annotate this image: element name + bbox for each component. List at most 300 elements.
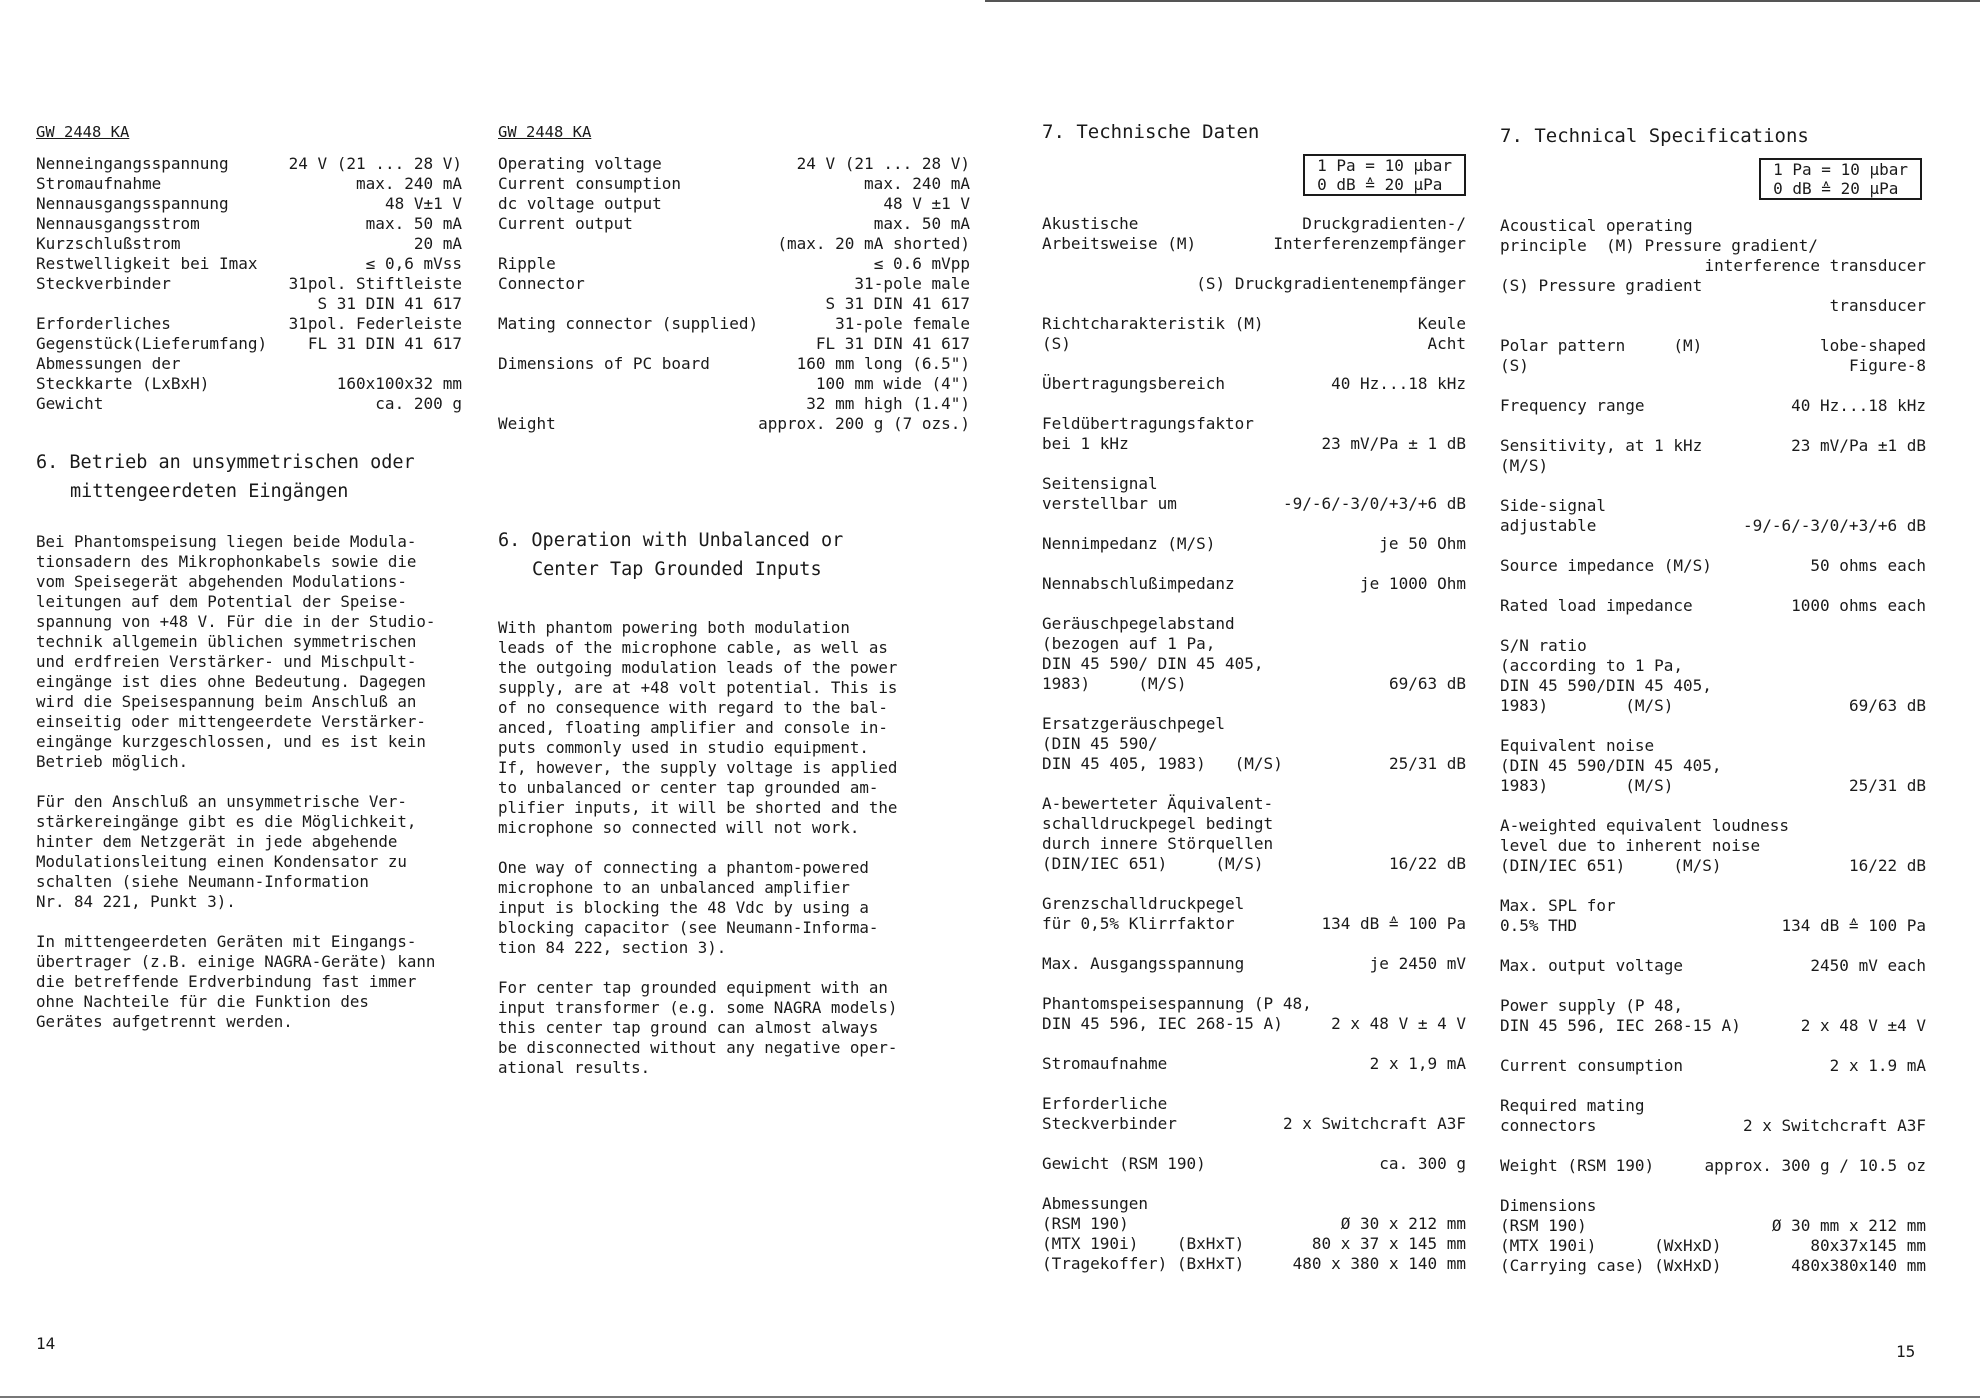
spec-line: [1042, 814, 1466, 834]
spec-line-value: -9/-6/-3/0/+3/+6 dB: [1282, 494, 1466, 513]
spec-label: Current output: [498, 214, 633, 233]
col4-box-line2: 0 dB ≙ 20 µPa: [1773, 179, 1899, 198]
spec-line-value: 1000 ohms each: [1791, 596, 1926, 615]
spec-line-value: lobe-shaped: [1820, 336, 1926, 355]
col3-box-line1: 1 Pa = 10 µbar: [1317, 156, 1452, 175]
spec-item: [1500, 556, 1926, 576]
spec-label: dc voltage output: [498, 194, 662, 213]
col2-section-line1: 6. Operation with Unbalanced or: [498, 530, 844, 551]
spec-value: FL 31 DIN 41 617: [815, 334, 971, 353]
spec-item: [1500, 956, 1926, 976]
spec-line-value: 80x37x145 mm: [1810, 1236, 1926, 1255]
spec-line: [1042, 314, 1466, 334]
spec-value: max. 240 mA: [864, 174, 971, 193]
spec-line-label: connectors: [1500, 1116, 1597, 1135]
spec-line-label: DIN 45 596, IEC 268-15 A): [1042, 1014, 1283, 1033]
spec-value: S 31 DIN 41 617: [825, 294, 971, 313]
spec-line-label: Dimensions: [1500, 1196, 1597, 1215]
spec-label: Kurzschlußstrom: [36, 234, 181, 253]
spec-line: [1500, 1096, 1926, 1116]
spec-line: [1042, 914, 1466, 934]
spec-line: [1042, 494, 1466, 514]
spec-line-label: Phantomspeisespannung (P 48,: [1042, 994, 1312, 1013]
spec-line-value: 25/31 dB: [1388, 754, 1466, 773]
spec-line-value: 40 Hz...18 kHz: [1331, 374, 1466, 393]
spec-line-label: (according to 1 Pa,: [1500, 656, 1684, 675]
paragraph: Bei Phantomspeisung liegen beide Modula- tionsadern des Mikrophonkabels sowie die vom Speisegerät abgehenden Modulations- leitungen auf dem Potential der Speise- spannung von +48 V. Für die in der Studio- technik allgemein üblichen symmetrischen und erdfreien Verstärker- und Mischpult- eingänge ist dies ohne Bedeutung. Dagegen wird die Speisespannung beim Anschluß an einseitig oder mittengeerdete Verstärker- eingänge kurzgeschlossen, und es ist kein Betrieb möglich.: [36, 532, 436, 771]
spec-item: [1500, 1196, 1926, 1276]
spec-value: ca. 200 g: [375, 394, 462, 413]
spec-line: [1042, 234, 1466, 254]
spec-line: [1500, 696, 1926, 716]
spec-line: [1500, 276, 1926, 296]
col4-box-line1: 1 Pa = 10 µbar: [1773, 160, 1908, 179]
spec-item: [1500, 336, 1926, 376]
spec-label: [498, 334, 758, 354]
spec-line-label: Steckverbinder: [1042, 1114, 1177, 1133]
spec-line-value: 2 x Switchcraft A3F: [1282, 1114, 1466, 1133]
spec-line-label: principle (M) Pressure gradient/: [1500, 236, 1818, 255]
spec-line-label: Acoustical operating: [1500, 216, 1693, 235]
spec-label: Steckkarte (LxBxH): [36, 374, 210, 393]
spec-item: [1042, 954, 1466, 974]
spec-line: [1500, 896, 1926, 916]
spec-line-label: Grenzschalldruckpegel: [1042, 894, 1245, 913]
spec-line: [1042, 1014, 1466, 1034]
spec-item: [1500, 1096, 1926, 1136]
spec-row: [498, 314, 970, 334]
spec-line: [1042, 214, 1466, 234]
spec-row: [36, 234, 462, 254]
spec-item: [1500, 596, 1926, 616]
spec-line-value: 80 x 37 x 145 mm: [1311, 1234, 1466, 1253]
spec-label: Stromaufnahme: [36, 174, 162, 193]
spec-line: [1500, 656, 1926, 676]
spec-line-label: 1983) (M/S): [1042, 674, 1187, 693]
spec-line-label: Max. Ausgangsspannung: [1042, 954, 1245, 973]
col2-spec-table: [498, 154, 970, 434]
spec-label: Steckverbinder: [36, 274, 171, 293]
spec-line-label: Max. output voltage: [1500, 956, 1684, 975]
spec-line: [1042, 1094, 1466, 1114]
spec-line: [1500, 996, 1926, 1016]
spec-line-value: transducer: [1829, 296, 1926, 315]
spec-label: Weight: [498, 414, 556, 433]
spec-line: [1042, 1214, 1466, 1234]
spec-line-label: Akustische: [1042, 214, 1139, 233]
spec-line-label: Abmessungen: [1042, 1194, 1148, 1213]
spec-item: [1042, 214, 1466, 254]
spec-value: max. 50 mA: [365, 214, 462, 233]
right-page-column-german: [1042, 122, 1466, 1294]
spec-line-label: S/N ratio: [1500, 636, 1587, 655]
spec-line: [1500, 1016, 1926, 1036]
col3-heading: 7. Technische Daten: [1042, 121, 1260, 143]
spec-line: [1500, 596, 1926, 616]
spec-label: Gegenstück(Lieferumfang): [36, 334, 268, 353]
spec-row: [498, 334, 970, 354]
spec-row: [36, 154, 462, 174]
spec-line-label: Nennabschlußimpedanz: [1042, 574, 1235, 593]
spec-label: Nennausgangsspannung: [36, 194, 229, 213]
spec-line-value: 69/63 dB: [1848, 696, 1926, 715]
spec-value: max. 240 mA: [356, 174, 462, 193]
spec-line-label: Sensitivity, at 1 kHz: [1500, 436, 1703, 455]
spec-item: [1042, 714, 1466, 774]
spec-item: [1042, 474, 1466, 514]
spec-row: [36, 254, 462, 274]
spec-label: Dimensions of PC board: [498, 354, 710, 373]
spec-value: [279, 354, 462, 374]
spec-line: [1042, 414, 1466, 434]
spec-line-value: 23 mV/Pa ± 1 dB: [1321, 434, 1466, 453]
spec-line-label: durch innere Störquellen: [1042, 834, 1274, 853]
spec-line-value: 50 ohms each: [1810, 556, 1926, 575]
spec-line: [1042, 834, 1466, 854]
top-rule: [985, 0, 1980, 2]
spec-line-value: 134 dB ≙ 100 Pa: [1781, 916, 1926, 935]
spec-line-label: (DIN 45 590/: [1042, 734, 1158, 753]
paragraph: Für den Anschluß an unsymmetrische Ver- stärkereingänge gibt es die Möglichkeit, hinter dem Netzgerät in jede abgehende Modulationsleitung einen Kondensator zu schalten (siehe Neumann-Information Nr. 84 221, Punkt 3).: [36, 792, 417, 911]
spec-line-value: 134 dB ≙ 100 Pa: [1321, 914, 1466, 933]
spec-row: [498, 214, 970, 234]
col1-section-line2: mittengeerdeten Eingängen: [70, 481, 349, 502]
spec-line-label: Feldübertragungsfaktor: [1042, 414, 1254, 433]
spec-line-label: (S): [1042, 334, 1071, 353]
col3-box-line2: 0 dB ≙ 20 µPa: [1317, 175, 1443, 194]
spec-row: [36, 394, 462, 414]
spec-line-label: Required mating: [1500, 1096, 1645, 1115]
spec-line-label: Source impedance (M/S): [1500, 556, 1712, 575]
spec-item: [1042, 794, 1466, 874]
left-page-column-german: [36, 122, 462, 1052]
col2-paragraphs: [498, 618, 922, 1078]
spec-line: [1042, 654, 1466, 674]
spec-item: [1042, 574, 1466, 594]
spec-value: 48 V ±1 V: [883, 194, 971, 213]
spec-line: [1500, 636, 1926, 656]
spec-row: [36, 334, 462, 354]
spec-line-label: (DIN/IEC 651) (M/S): [1500, 856, 1722, 875]
spec-line: [1500, 236, 1926, 256]
spec-line: [1042, 1234, 1466, 1254]
spec-item: [1500, 816, 1926, 876]
spec-row: [498, 354, 970, 374]
spec-item: [1500, 896, 1926, 936]
spec-line-label: (MTX 190i) (WxHxD): [1500, 1236, 1722, 1255]
spec-value: max. 50 mA: [873, 214, 971, 233]
spec-line-label: bei 1 kHz: [1042, 434, 1129, 453]
spec-line-label: Gewicht (RSM 190): [1042, 1154, 1206, 1173]
spec-line-value: Ø 30 mm x 212 mm: [1771, 1216, 1926, 1235]
spec-value: 24 V (21 ... 28 V): [288, 154, 462, 173]
spec-line: [1042, 1054, 1466, 1074]
spec-line-label: Current consumption: [1500, 1056, 1684, 1075]
spec-line: [1042, 674, 1466, 694]
spec-line-label: level due to inherent noise: [1500, 836, 1761, 855]
spec-item: [1042, 614, 1466, 694]
spec-row: [498, 274, 970, 294]
spec-line: [1500, 836, 1926, 856]
spec-line-value: 69/63 dB: [1388, 674, 1466, 693]
spec-line-label: Side-signal: [1500, 496, 1606, 515]
col1-section-title: [36, 448, 462, 506]
spec-line: [1500, 216, 1926, 236]
col4-spec-list: [1500, 216, 1926, 1276]
spec-line-value: -9/-6/-3/0/+3/+6 dB: [1742, 516, 1926, 535]
spec-line-label: (DIN/IEC 651) (M/S): [1042, 854, 1264, 873]
spec-line-value: Druckgradienten-/: [1302, 214, 1466, 233]
page-number-right: 15: [1896, 1342, 1916, 1361]
spec-line-label: adjustable: [1500, 516, 1597, 535]
spec-value: ≤ 0.6 mVpp: [873, 254, 971, 273]
spec-value: 160x100x32 mm: [336, 374, 462, 393]
spec-line-label: A-weighted equivalent loudness: [1500, 816, 1789, 835]
spec-line-value: Ø 30 x 212 mm: [1340, 1214, 1466, 1233]
spec-value: (max. 20 mA shorted): [777, 234, 971, 253]
spec-item: [1500, 636, 1926, 716]
spec-line-label: (S) Druckgradientenempfänger: [1196, 274, 1466, 293]
spec-label: Mating connector (supplied): [498, 314, 759, 333]
spec-row: [498, 174, 970, 194]
spec-line: [1500, 336, 1926, 356]
spec-line-value: 2 x 1.9 mA: [1829, 1056, 1926, 1075]
spec-row: [498, 154, 970, 174]
spec-line: [1500, 256, 1926, 276]
spec-row: [36, 374, 462, 394]
spec-line-label: (S) Pressure gradient: [1500, 276, 1703, 295]
spec-line-label: Nennimpedanz (M/S): [1042, 534, 1216, 553]
spec-value: 31pol. Federleiste: [288, 314, 462, 333]
spec-line-label: schalldruckpegel bedingt: [1042, 814, 1274, 833]
spec-line-label: Weight (RSM 190): [1500, 1156, 1655, 1175]
spec-line: [1042, 374, 1466, 394]
spec-line-label: Equivalent noise: [1500, 736, 1655, 755]
spec-row: [498, 374, 970, 394]
spec-value: 32 mm high (1.4"): [806, 394, 971, 413]
spec-value: 48 V±1 V: [384, 194, 462, 213]
spec-value: 20 mA: [413, 234, 462, 253]
spec-line: [1500, 816, 1926, 836]
spec-label: Ripple: [498, 254, 556, 273]
spec-line-value: interference transducer: [1704, 256, 1926, 275]
spec-row: [498, 294, 970, 314]
spec-line-value: 25/31 dB: [1848, 776, 1926, 795]
spec-line-label: Stromaufnahme: [1042, 1054, 1168, 1073]
spec-line: [1500, 856, 1926, 876]
spec-line: [1042, 614, 1466, 634]
col4-heading: 7. Technical Specifications: [1500, 125, 1809, 147]
col1-spec-table: [36, 154, 462, 414]
spec-line-value: 2 x 48 V ± 4 V: [1331, 1014, 1466, 1033]
spec-line-label: DIN 45 590/DIN 45 405,: [1500, 676, 1712, 695]
spec-line-value: je 2450 mV: [1369, 954, 1466, 973]
spec-line: [1500, 776, 1926, 796]
spec-value: FL 31 DIN 41 617: [307, 334, 462, 353]
spec-line: [1500, 1056, 1926, 1076]
spec-line: [1500, 356, 1926, 376]
spec-line-label: DIN 45 590/ DIN 45 405,: [1042, 654, 1264, 673]
spec-line-value: 40 Hz...18 kHz: [1791, 396, 1926, 415]
spec-line: [1500, 1236, 1926, 1256]
spec-item: [1042, 314, 1466, 354]
spec-line-value: ca. 300 g: [1379, 1154, 1466, 1173]
spec-label: Nenneingangsspannung: [36, 154, 229, 173]
paragraph: One way of connecting a phantom-powered microphone to an unbalanced amplifier input is blocking the 48 Vdc by using a blocking capacitor (see Neumann-Informa- tion 84 222, section 3).: [498, 858, 879, 957]
spec-line: [1042, 1194, 1466, 1214]
spec-row: [498, 254, 970, 274]
spec-line: [1042, 574, 1466, 594]
spec-item: [1042, 414, 1466, 454]
spec-label: [498, 374, 758, 394]
spec-line: [1500, 956, 1926, 976]
spec-item: [1042, 1194, 1466, 1274]
spec-line-label: Arbeitsweise (M): [1042, 234, 1197, 253]
spec-line-label: (M/S): [1500, 456, 1549, 475]
spec-item: [1500, 1156, 1926, 1176]
spec-line: [1500, 496, 1926, 516]
spec-value: 24 V (21 ... 28 V): [796, 154, 971, 173]
spec-value: 100 mm wide (4"): [815, 374, 971, 393]
spec-line-value: 23 mV/Pa ±1 dB: [1791, 436, 1926, 455]
right-page-column-english: [1500, 126, 1926, 1296]
spec-line: [1500, 1156, 1926, 1176]
spec-item: [1500, 216, 1926, 316]
col1-section-line1: 6. Betrieb an unsymmetrischen oder: [36, 452, 415, 473]
spec-row: [498, 234, 970, 254]
col4-unit-box: [1759, 158, 1922, 200]
spec-item: [1042, 374, 1466, 394]
spec-line-label: 0.5% THD: [1500, 916, 1578, 935]
spec-line: [1500, 436, 1926, 456]
spec-line-label: Polar pattern (M): [1500, 336, 1703, 355]
spec-line-label: (MTX 190i) (BxHxT): [1042, 1234, 1245, 1253]
spec-label: [498, 394, 758, 414]
spec-line-value: Figure-8: [1848, 356, 1926, 375]
paragraph: In mittengeerdeten Geräten mit Eingangs- übertrager (z.B. einige NAGRA-Geräte) kann die betreffende Erdverbindung fast immer ohne Nachteile für die Funktion des Gerätes aufgetrennt werden.: [36, 932, 436, 1031]
spec-line-label: Erforderliche: [1042, 1094, 1168, 1113]
spec-line-value: 2 x 48 V ±4 V: [1800, 1016, 1926, 1035]
spec-row: [36, 194, 462, 214]
spec-label: [498, 234, 758, 254]
spec-line-value: 480x380x140 mm: [1791, 1256, 1926, 1275]
spec-value: 31pol. Stiftleiste: [288, 274, 462, 293]
spec-line-label: DIN 45 596, IEC 268-15 A): [1500, 1016, 1741, 1035]
paragraph: With phantom powering both modulation leads of the microphone cable, as well as the outgoing modulation leads of the power supply, are at +48 volt potential. This is of no consequence with regard to the bal- anced, floating amplifier and console in- puts commonly used in studio equipment. If, however, the supply voltage is applied to unbalanced or center tap grounded am- plifier inputs, it will be shorted and the microphone so connected will not work.: [498, 618, 898, 837]
spec-line-label: (Tragekoffer) (BxHxT): [1042, 1254, 1245, 1273]
spec-line: [1042, 894, 1466, 914]
spec-line-value: 16/22 dB: [1388, 854, 1466, 873]
spec-item: [1500, 396, 1926, 416]
spec-line: [1042, 274, 1466, 294]
spec-line-value: je 50 Ohm: [1379, 534, 1466, 553]
spec-line-label: (RSM 190): [1500, 1216, 1587, 1235]
spec-value: 160 mm long (6.5"): [796, 354, 971, 373]
col2-heading: GW 2448 KA: [498, 123, 592, 141]
spec-line: [1500, 916, 1926, 936]
spec-line: [1500, 556, 1926, 576]
spec-label: [498, 294, 758, 314]
spec-label: Nennausgangsstrom: [36, 214, 200, 233]
spec-line-label: (RSM 190): [1042, 1214, 1129, 1233]
spec-line-label: A-bewerteter Äquivalent-: [1042, 794, 1274, 813]
spec-line: [1042, 754, 1466, 774]
spec-item: [1500, 736, 1926, 796]
spec-line-value: je 1000 Ohm: [1360, 574, 1466, 593]
spec-item: [1042, 1094, 1466, 1134]
spec-item: [1042, 274, 1466, 294]
spec-line: [1500, 736, 1926, 756]
spec-row: [498, 394, 970, 414]
spec-line: [1500, 1216, 1926, 1236]
spec-line-value: 480 x 380 x 140 mm: [1292, 1254, 1466, 1273]
col3-unit-box: [1303, 154, 1466, 196]
col1-paragraphs: [36, 532, 462, 1032]
spec-line-label: (Carrying case) (WxHxD): [1500, 1256, 1722, 1275]
spec-line: [1042, 634, 1466, 654]
spec-row: [498, 194, 970, 214]
spec-line-label: verstellbar um: [1042, 494, 1177, 513]
spec-line: [1500, 456, 1926, 476]
col2-section-title: [498, 526, 922, 584]
spec-line-label: Geräuschpegelabstand: [1042, 614, 1235, 633]
spec-line-label: Max. SPL for: [1500, 896, 1616, 915]
spec-line-label: DIN 45 405, 1983) (M/S): [1042, 754, 1283, 773]
paragraph: For center tap grounded equipment with an input transformer (e.g. some NAGRA models) this center tap ground can almost always be disconnected without any negative oper- ational results.: [498, 978, 898, 1077]
spec-item: [1500, 1056, 1926, 1076]
spec-line-value: 16/22 dB: [1848, 856, 1926, 875]
spec-line: [1500, 396, 1926, 416]
spec-line: [1500, 516, 1926, 536]
spec-item: [1500, 436, 1926, 476]
spec-row: [36, 174, 462, 194]
spec-line: [1500, 1196, 1926, 1216]
col3-spec-list: [1042, 214, 1466, 1274]
spec-line-label: (bezogen auf 1 Pa,: [1042, 634, 1216, 653]
spec-line: [1042, 1154, 1466, 1174]
spec-line: [1500, 1256, 1926, 1276]
spec-line-value: Acht: [1427, 334, 1466, 353]
spec-line-label: Power supply (P 48,: [1500, 996, 1684, 1015]
spec-line-value: 2450 mV each: [1810, 956, 1926, 975]
spec-line: [1042, 994, 1466, 1014]
spec-line-label: Frequency range: [1500, 396, 1645, 415]
spec-row: [36, 354, 462, 374]
spec-line: [1042, 714, 1466, 734]
spec-row: [36, 294, 462, 314]
spec-row: [36, 314, 462, 334]
spec-item: [1042, 534, 1466, 554]
spec-line: [1042, 954, 1466, 974]
left-page-column-english: [498, 122, 971, 1098]
spec-line-value: approx. 300 g / 10.5 oz: [1704, 1156, 1926, 1175]
spec-label: [36, 294, 279, 314]
spec-line-value: 2 x 1,9 mA: [1369, 1054, 1466, 1073]
spec-item: [1500, 496, 1926, 536]
col1-heading: GW 2448 KA: [36, 123, 130, 141]
spec-item: [1042, 1054, 1466, 1074]
spec-line-label: (DIN 45 590/DIN 45 405,: [1500, 756, 1722, 775]
spec-label: Connector: [498, 274, 585, 293]
spec-line-label: für 0,5% Klirrfaktor: [1042, 914, 1235, 933]
spec-label: Erforderliches: [36, 314, 171, 333]
spec-row: [498, 414, 970, 434]
spec-line: [1500, 296, 1926, 316]
spec-line: [1500, 756, 1926, 776]
spec-value: approx. 200 g (7 ozs.): [758, 414, 971, 433]
spec-row: [36, 274, 462, 294]
spec-line: [1042, 794, 1466, 814]
